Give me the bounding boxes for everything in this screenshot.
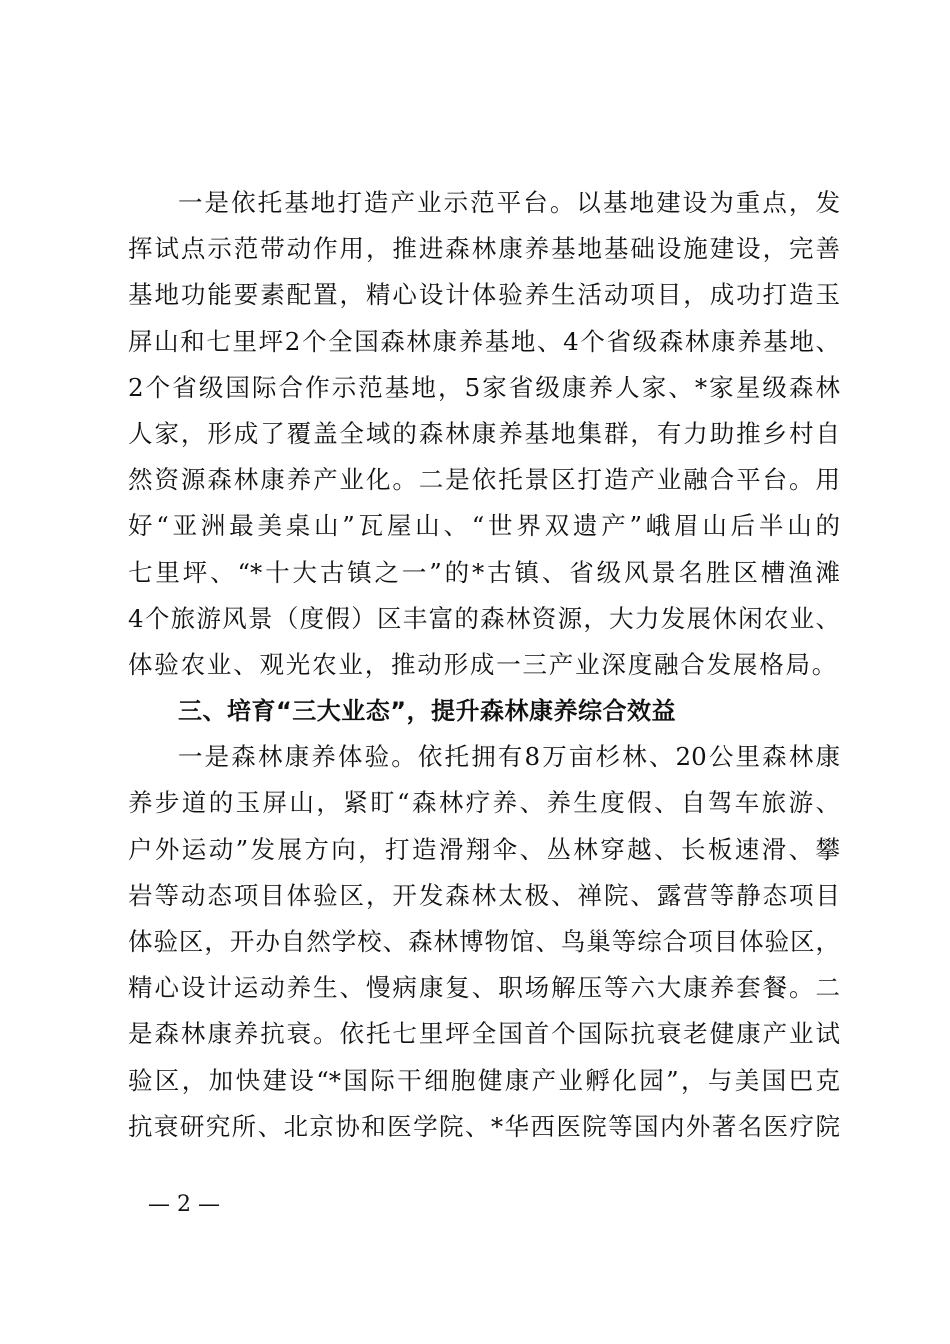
- paragraph-line: 养步道的玉屏山，紧盯“森林疗养、养生度假、自驾车旅游、: [128, 788, 840, 818]
- paragraph-line: 体验农业、观光农业，推动形成一三产业深度融合发展格局。: [128, 649, 839, 679]
- paragraph-line: 七里坪、“*十大古镇之一”的*古镇、省级风景名胜区槽渔滩: [128, 557, 840, 587]
- paragraph-line: 是森林康养抗衰。依托七里坪全国首个国际抗衰老健康产业试: [128, 1019, 840, 1049]
- page-number: — 2 —: [148, 1192, 220, 1217]
- paragraph-line: 2个省级国际合作示范基地，5家省级康养人家、*家星级森林: [128, 372, 840, 402]
- paragraph-line: 挥试点示范带动作用，推进森林康养基地基础设施建设，完善: [128, 234, 840, 264]
- paragraph-line: 体验区，开办自然学校、森林博物馆、鸟巢等综合项目体验区，: [128, 927, 840, 956]
- section-heading: 三、培育“三大业态”，提升森林康养综合效益: [178, 697, 677, 726]
- paragraph-line: 然资源森林康养产业化。二是依托景区打造产业融合平台。用: [128, 465, 840, 495]
- paragraph-line: 人家，形成了覆盖全域的森林康养基地集群，有力助推乡村自: [128, 418, 840, 448]
- paragraph-line: 基地功能要素配置，精心设计体验养生活动项目，成功打造玉: [128, 280, 840, 310]
- paragraph-line: 岩等动态项目体验区，开发森林太极、禅院、露营等静态项目: [128, 880, 840, 910]
- paragraph-line: 一是依托基地打造产业示范平台。以基地建设为重点，发: [178, 188, 840, 217]
- paragraph-line: 一是森林康养体验。依托拥有8万亩杉林、20公里森林康: [178, 742, 840, 772]
- paragraph-line: 屏山和七里坪2个全国森林康养基地、4个省级森林康养基地、: [128, 326, 840, 356]
- paragraph-line: 精心设计运动养生、慢病康复、职场解压等六大康养套餐。二: [128, 973, 840, 1003]
- paragraph-line: 4个旅游风景（度假）区丰富的森林资源，大力发展休闲农业、: [128, 603, 840, 633]
- paragraph-line: 户外运动”发展方向，打造滑翔伞、丛林穿越、长板速滑、攀: [128, 834, 840, 864]
- paragraph-line: 验区，加快建设“*国际干细胞健康产业孵化园”，与美国巴克: [128, 1065, 840, 1095]
- body-text: [128, 180, 840, 1150]
- paragraph-line: 好“亚洲最美桌山”瓦屋山、“世界双遗产”峨眉山后半山的: [128, 511, 840, 541]
- paragraph-line: 抗衰研究所、北京协和医学院、*华西医院等国内外著名医疗院: [128, 1111, 840, 1141]
